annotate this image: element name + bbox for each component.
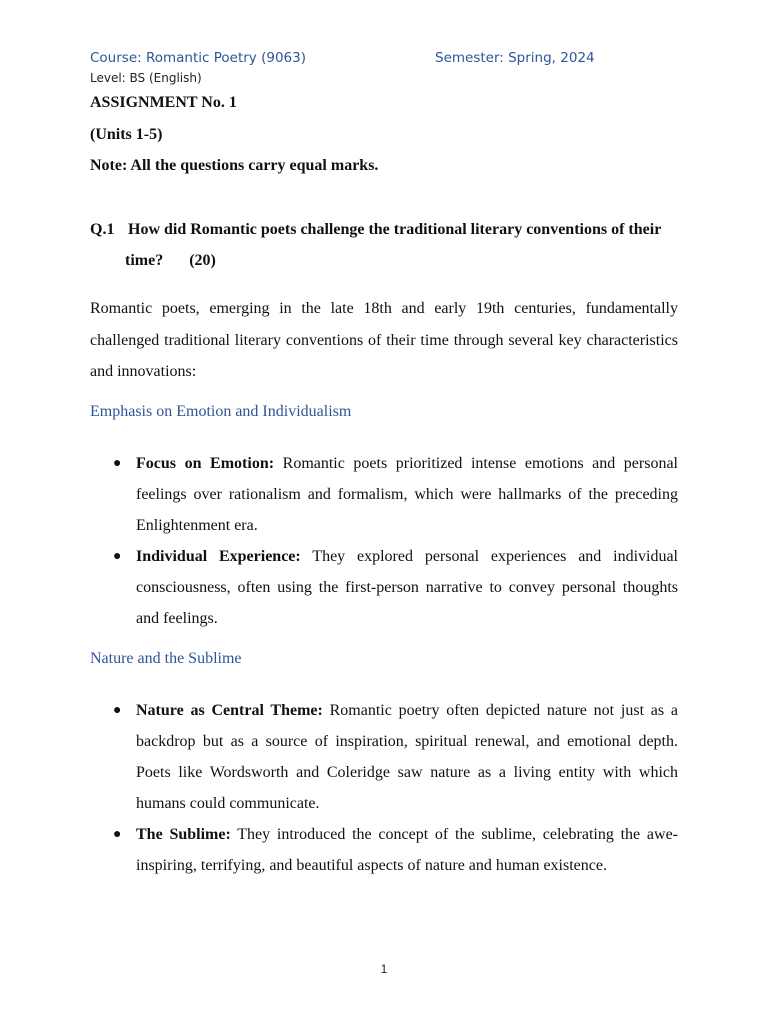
- bullet-term: Nature as Central Theme:: [136, 702, 323, 719]
- page-number: 1: [380, 962, 388, 976]
- bullet-icon: ●: [113, 827, 122, 842]
- list-item: [90, 819, 678, 881]
- section-heading-emotion: Emphasis on Emotion and Individualism: [90, 403, 352, 420]
- question-1: [90, 214, 678, 276]
- semester-label: Semester: Spring, 2024: [435, 50, 595, 66]
- list-item: [90, 448, 678, 541]
- bullet-term: Individual Experience:: [136, 548, 301, 565]
- bullet-text: Romantic poets prioritized intense emotions and personal feelings over rationalism and formalism, which were hallmarks of the preceding Enlightenment era.: [136, 455, 679, 534]
- question-marks: (20): [189, 252, 216, 269]
- level-label: Level: BS (English): [90, 71, 202, 85]
- bullet-text: Romantic poetry often depicted nature not just as a backdrop but as a source of inspiration, spiritual renewal, and emotional depth. Poets like Wordsworth and Coleridge saw nature as a living entity with which humans could communicate.: [136, 702, 678, 812]
- list-item: [90, 695, 678, 819]
- question-text-line2: time?: [125, 252, 164, 269]
- bullet-text: They explored personal experiences and individual consciousness, often using the first-person narrative to convey personal thoughts and feelings.: [136, 548, 679, 627]
- bullet-icon: ●: [113, 456, 122, 471]
- section-heading-nature: Nature and the Sublime: [90, 650, 242, 667]
- bullet-icon: ●: [113, 703, 122, 718]
- marks-note: Note: All the questions carry equal marks.: [90, 157, 379, 174]
- units-label: (Units 1-5): [90, 126, 163, 143]
- bullet-icon: ●: [113, 549, 122, 564]
- course-label: Course: Romantic Poetry (9063): [90, 50, 306, 66]
- bullet-term: Focus on Emotion:: [136, 455, 275, 472]
- question-text-line1: How did Romantic poets challenge the traditional literary conventions of their: [128, 221, 662, 238]
- question-line-2: [90, 245, 678, 276]
- assignment-title: ASSIGNMENT No. 1: [90, 94, 237, 111]
- bullet-text: They introduced the concept of the sublime, celebrating the awe-inspiring, terrifying, and beautiful aspects of nature and human existence.: [136, 826, 678, 874]
- bullet-list-emotion: [90, 448, 678, 634]
- question-line-1: [90, 214, 678, 245]
- bullet-list-nature: [90, 695, 678, 881]
- bullet-term: The Sublime:: [136, 826, 231, 843]
- list-item: [90, 541, 678, 634]
- question-number: Q.1: [90, 221, 115, 238]
- intro-paragraph: Romantic poets, emerging in the late 18th and early 19th centuries, fundamentally challenged traditional literary conventions of their time through several key characteristics and innovations:: [90, 300, 678, 380]
